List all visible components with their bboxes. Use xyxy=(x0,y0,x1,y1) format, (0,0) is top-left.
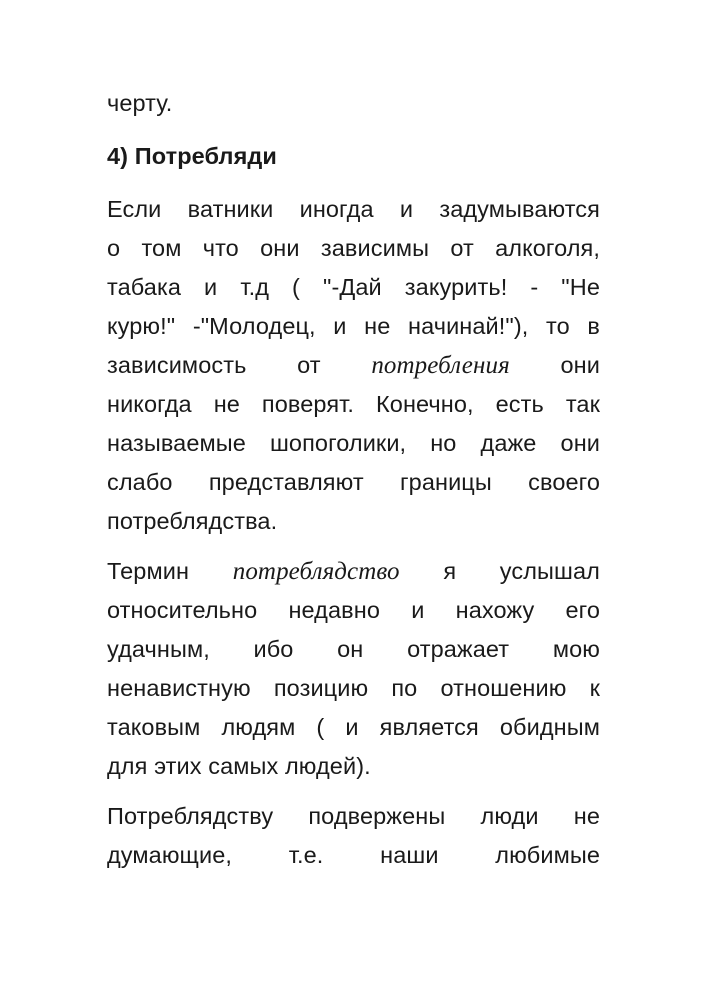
text-span: Термин xyxy=(107,558,190,584)
text-line: для этих самых людей). xyxy=(107,753,371,779)
text-line: курю!" -"Молодец, и не начинай!"), то в xyxy=(107,313,600,339)
italic-term: потреблядство xyxy=(232,558,400,585)
text-line xyxy=(107,556,600,587)
text-line: Потреблядству подвержены люди не xyxy=(107,803,600,829)
text-line: потреблядства. xyxy=(107,508,278,534)
text-line: относительно недавно и нахожу его xyxy=(107,597,600,623)
text-line: Если ватники иногда и задумываются xyxy=(107,196,600,222)
section-heading: 4) Потребляди xyxy=(107,143,277,169)
text-line: называемые шопоголики, но даже они xyxy=(107,430,600,456)
text-line: таковым людям ( и является обидным xyxy=(107,714,600,740)
text-line: ненавистную позицию по отношению к xyxy=(107,675,600,701)
text-line: думающие, т.е. наши любимые xyxy=(107,842,600,868)
text-span: они xyxy=(560,352,600,378)
text-line xyxy=(107,350,600,381)
text-span: зависимость от xyxy=(107,352,321,378)
italic-term: потребления xyxy=(371,352,510,379)
text-span: я услышал xyxy=(443,558,600,584)
text-line: о том что они зависимы от алкоголя, xyxy=(107,235,600,261)
text-line: табака и т.д ( "-Дай закурить! - "Не xyxy=(107,274,600,300)
paragraph-tail: черту. xyxy=(107,90,173,116)
text-line: слабо представляют границы своего xyxy=(107,469,600,495)
text-line: никогда не поверят. Конечно, есть так xyxy=(107,391,600,417)
text-line: удачным, ибо он отражает мою xyxy=(107,636,600,662)
